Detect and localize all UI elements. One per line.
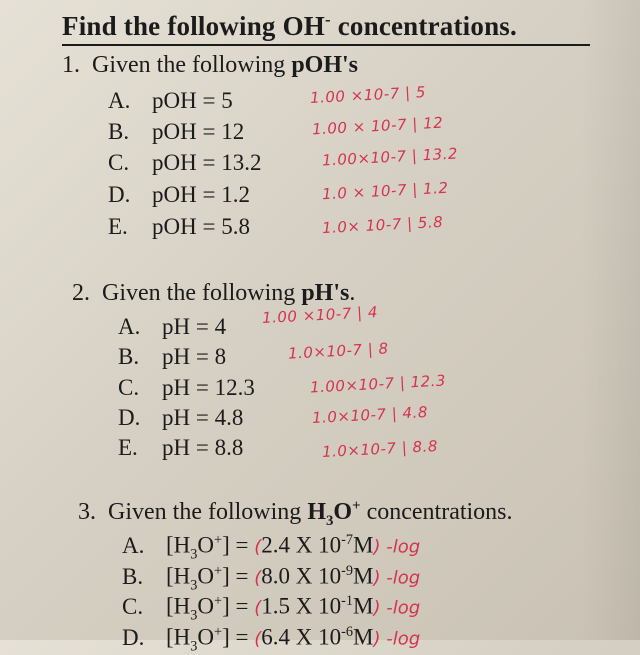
- handwritten-answer: 1.00 ×10-7 | 4: [261, 302, 379, 328]
- item-letter: B.: [122, 563, 144, 589]
- title-text: Find the following OH: [62, 11, 325, 41]
- item-letter: C.: [108, 150, 130, 175]
- handwritten-answer: ) -log: [373, 536, 421, 558]
- q1-item-e: [108, 214, 250, 240]
- page-shadow: [580, 0, 640, 640]
- item-text: pH = 4: [162, 314, 227, 339]
- handwritten-answer: ) -log: [373, 597, 421, 619]
- handwritten-answer: 1.0 × 10-7 | 1.2: [321, 178, 449, 204]
- item-text: pOH = 12: [152, 119, 245, 144]
- handwritten-answer: 1.0×10-7 | 8: [287, 339, 390, 363]
- item-letter: E.: [108, 214, 128, 239]
- q2-item-e: [118, 435, 243, 461]
- handwritten-answer: ) -log: [373, 628, 421, 650]
- item-letter: A.: [118, 314, 141, 339]
- question-keyword: pH's: [301, 280, 350, 306]
- handwritten-answer: 1.00×10-7 | 13.2: [321, 144, 459, 170]
- item-letter: B.: [118, 344, 140, 369]
- q1-item-d: [108, 182, 250, 208]
- handwritten-answer: 1.00 ×10-7 | 5: [309, 82, 427, 108]
- question-keyword: pOH's: [291, 52, 359, 78]
- item-letter: D.: [118, 405, 141, 430]
- item-text: pH = 8.8: [162, 435, 244, 460]
- handwritten-answer: 1.0×10-7 | 4.8: [311, 402, 429, 428]
- item-letter: B.: [108, 119, 130, 144]
- question-2: [72, 280, 355, 307]
- question-text: Given the following: [102, 280, 302, 306]
- item-letter: A.: [122, 532, 145, 558]
- question-text: Given the following: [92, 52, 292, 78]
- q2-item-a: [118, 314, 226, 340]
- title-superscript: -: [324, 10, 331, 29]
- q3-item-d: D. $[H_3O^+] = (6.4$ X $10^{-6}M$) -log: [122, 624, 421, 655]
- q2-item-b: [118, 344, 226, 370]
- item-letter: D.: [122, 624, 145, 650]
- q3-item-c: C. $[H_3O^+] = (1.5$ X $10^{-1}M$) -log: [122, 593, 421, 624]
- q1-item-a: [108, 88, 233, 114]
- item-text: pOH = 5.8: [152, 214, 250, 239]
- question-number: 3.: [78, 499, 96, 525]
- item-text: pH = 4.8: [162, 405, 244, 430]
- question-text: Given the following: [108, 499, 308, 525]
- item-letter: D.: [108, 182, 131, 207]
- question-keyword: $H_3O^+$: [307, 498, 361, 529]
- item-letter: E.: [118, 435, 138, 460]
- question-number: 1.: [62, 52, 80, 78]
- q1-item-c: [108, 150, 261, 176]
- worksheet-title: [62, 10, 517, 42]
- title-underline: [62, 44, 590, 46]
- q3-item-a: A. $[H_3O^+] = (2.4$ X $10^{-7}M$) -log: [122, 532, 421, 563]
- handwritten-answer: 1.00 × 10-7 | 12: [311, 113, 444, 139]
- item-letter: A.: [108, 88, 131, 113]
- title-text-end: concentrations.: [330, 11, 517, 41]
- item-text: pH = 8: [162, 344, 227, 369]
- question-period: .: [349, 280, 356, 306]
- q2-item-d: [118, 405, 243, 431]
- handwritten-answer: 1.0×10-7 | 8.8: [321, 436, 439, 462]
- item-text: pOH = 13.2: [152, 150, 262, 175]
- q3-item-b: B. $[H_3O^+] = (8.0$ X $10^{-9}M$) -log: [122, 563, 421, 594]
- handwritten-answer: 1.0× 10-7 | 5.8: [321, 212, 444, 238]
- question-text-end: concentrations.: [360, 499, 513, 525]
- item-text: pH = 12.3: [162, 375, 255, 400]
- item-letter: C.: [122, 593, 144, 619]
- question-3: [78, 498, 513, 530]
- item-text: pOH = 1.2: [152, 182, 250, 207]
- q2-item-c: [118, 375, 255, 401]
- q1-item-b: [108, 119, 244, 145]
- question-1: [62, 52, 358, 79]
- item-letter: C.: [118, 375, 140, 400]
- handwritten-answer: 1.00×10-7 | 12.3: [309, 371, 447, 397]
- question-number: 2.: [72, 280, 90, 306]
- item-text: pOH = 5: [152, 88, 233, 113]
- handwritten-answer: ) -log: [373, 567, 421, 589]
